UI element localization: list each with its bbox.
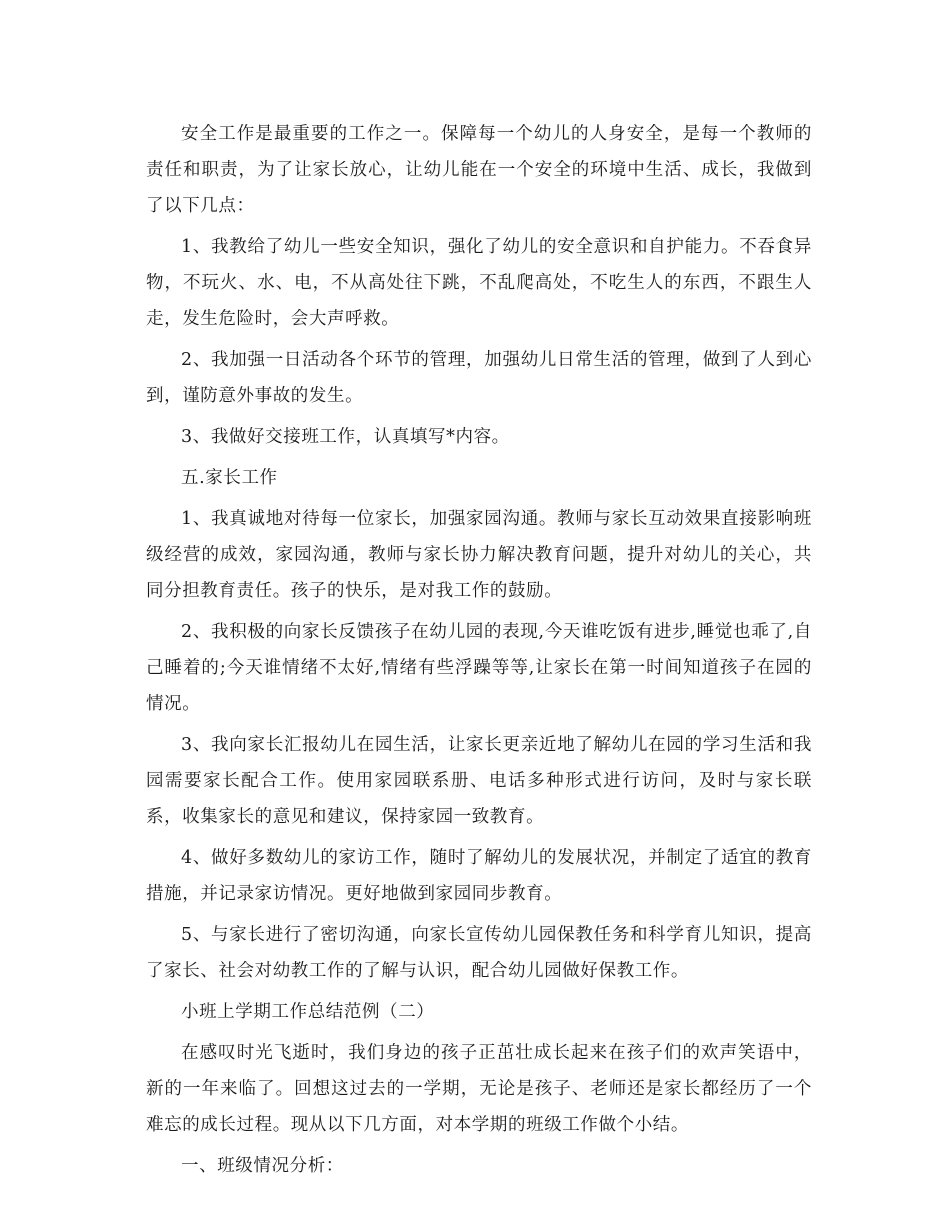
section-heading-example-two: 小班上学期工作总结范例（二）	[181, 1002, 435, 1022]
document-page	[146, 116, 812, 1189]
paragraph-parent-item-5: 5、与家长进行了密切沟通，向家长宣传幼儿园保教任务和科学育儿知识，提高了家长、社会对幼教工作的了解与认识，配合幼儿园做好保教工作。	[146, 925, 812, 981]
paragraph-safety-item-1: 1、我教给了幼儿一些安全知识，强化了幼儿的安全意识和自护能力。不吞食异物，不玩火、水、电，不从高处往下跳，不乱爬高处，不吃生人的东西，不跟生人走，发生危险时，会大声呼救。	[146, 237, 812, 329]
section-heading-class-analysis: 一、班级情况分析：	[181, 1156, 344, 1176]
paragraph-parent-item-4: 4、做好多数幼儿的家访工作，随时了解幼儿的发展状况，并制定了适宜的教育措施，并记录家访情况。更好地做到家园同步教育。	[146, 848, 812, 904]
paragraph-safety-item-3: 3、我做好交接班工作，认真填写*内容。	[181, 427, 510, 447]
paragraph-example-intro: 在感叹时光飞逝时，我们身边的孩子正茁壮成长起来在孩子们的欢声笑语中，新的一年来临了。回想这过去的一学期，无论是孩子、老师还是家长都经历了一个难忘的成长过程。现从以下几方面，对本学期的班级工作做个小结。	[146, 1043, 812, 1135]
paragraph-parent-item-2: 2、我积极的向家长反馈孩子在幼儿园的表现,今天谁吃饭有进步,睡觉也乖了,自己睡着的;今天谁情绪不太好,情绪有些浮躁等等,让家长在第一时间知道孩子在园的情况。	[146, 622, 812, 714]
section-heading-parent-work: 五.家长工作	[181, 468, 278, 488]
paragraph-parent-item-1: 1、我真诚地对待每一位家长，加强家园沟通。教师与家长互动效果直接影响班级经营的成效，家园沟通，教师与家长协力解决教育问题，提升对幼儿的关心，共同分担教育责任。孩子的快乐，是对我工作的鼓励。	[146, 509, 812, 601]
paragraph-parent-item-3: 3、我向家长汇报幼儿在园生活，让家长更亲近地了解幼儿在园的学习生活和我园需要家长配合工作。使用家园联系册、电话多种形式进行访问，及时与家长联系，收集家长的意见和建议，保持家园一致教育。	[146, 735, 812, 827]
paragraph-safety-intro: 安全工作是最重要的工作之一。保障每一个幼儿的人身安全，是每一个教师的责任和职责，为了让家长放心，让幼儿能在一个安全的环境中生活、成长，我做到了以下几点：	[146, 124, 812, 216]
paragraph-safety-item-2: 2、我加强一日活动各个环节的管理，加强幼儿日常生活的管理，做到了人到心到，谨防意外事故的发生。	[146, 350, 812, 406]
